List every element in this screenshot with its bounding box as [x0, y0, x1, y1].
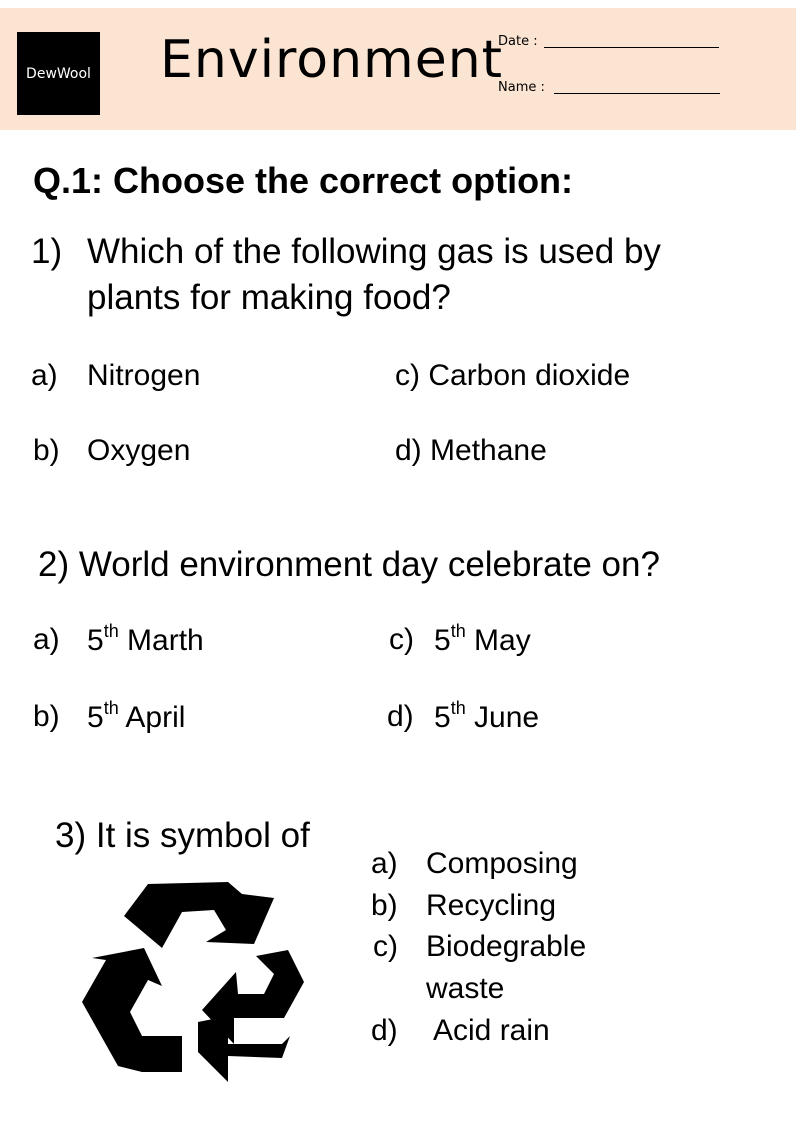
option-d-letter: d) — [395, 434, 422, 467]
option-b-letter: b) — [33, 434, 60, 467]
option-d-letter: d) — [387, 700, 414, 733]
option-a-letter: a) — [33, 623, 60, 656]
name-field — [498, 80, 545, 95]
option-c-text: 5th May — [434, 621, 531, 657]
section-heading: Q.1: Choose the correct option: — [33, 160, 574, 201]
option-c — [395, 359, 630, 393]
name-line — [554, 93, 720, 94]
worksheet-header — [0, 8, 796, 130]
option-b-text: Oxygen — [87, 434, 191, 467]
option-b-text: Recycling — [426, 889, 557, 922]
option-c-text-line1: Biodegrable — [426, 930, 587, 963]
date-field — [498, 34, 538, 49]
option-d-text: Methane — [430, 434, 547, 467]
date-label: Date : — [498, 34, 538, 49]
name-label: Name : — [498, 80, 545, 95]
question-text-line1: Which of the following gas is used by — [87, 232, 661, 271]
question-number: 1) — [31, 232, 63, 271]
option-b-letter: b) — [371, 889, 398, 922]
option-b-text: 5th April — [87, 698, 186, 734]
question-text-line2: plants for making food? — [87, 278, 451, 317]
recycle-icon — [78, 876, 308, 1086]
option-c-letter: c) — [395, 359, 420, 392]
option-b-letter: b) — [33, 700, 60, 733]
option-c-letter: c) — [373, 930, 398, 963]
option-d-text: 5th June — [434, 698, 540, 734]
option-d-letter: d) — [371, 1014, 398, 1047]
option-d — [395, 434, 547, 468]
worksheet-title: Environment — [160, 30, 504, 90]
option-a-text: Nitrogen — [87, 359, 201, 392]
option-c-letter: c) — [389, 623, 414, 656]
option-a-text: 5th Marth — [87, 621, 204, 657]
option-d-text: Acid rain — [433, 1014, 550, 1047]
option-c-text: Carbon dioxide — [428, 359, 631, 392]
option-a-letter: a) — [371, 847, 398, 880]
dewwool-logo: DewWool — [17, 32, 100, 115]
date-line — [544, 47, 719, 48]
option-a-letter: a) — [31, 359, 58, 392]
question-text: 3) It is symbol of — [55, 816, 310, 855]
option-c-text-line2: waste — [426, 972, 505, 1005]
question-text: 2) World environment day celebrate on? — [38, 545, 660, 584]
option-a-text: Composing — [426, 847, 578, 880]
